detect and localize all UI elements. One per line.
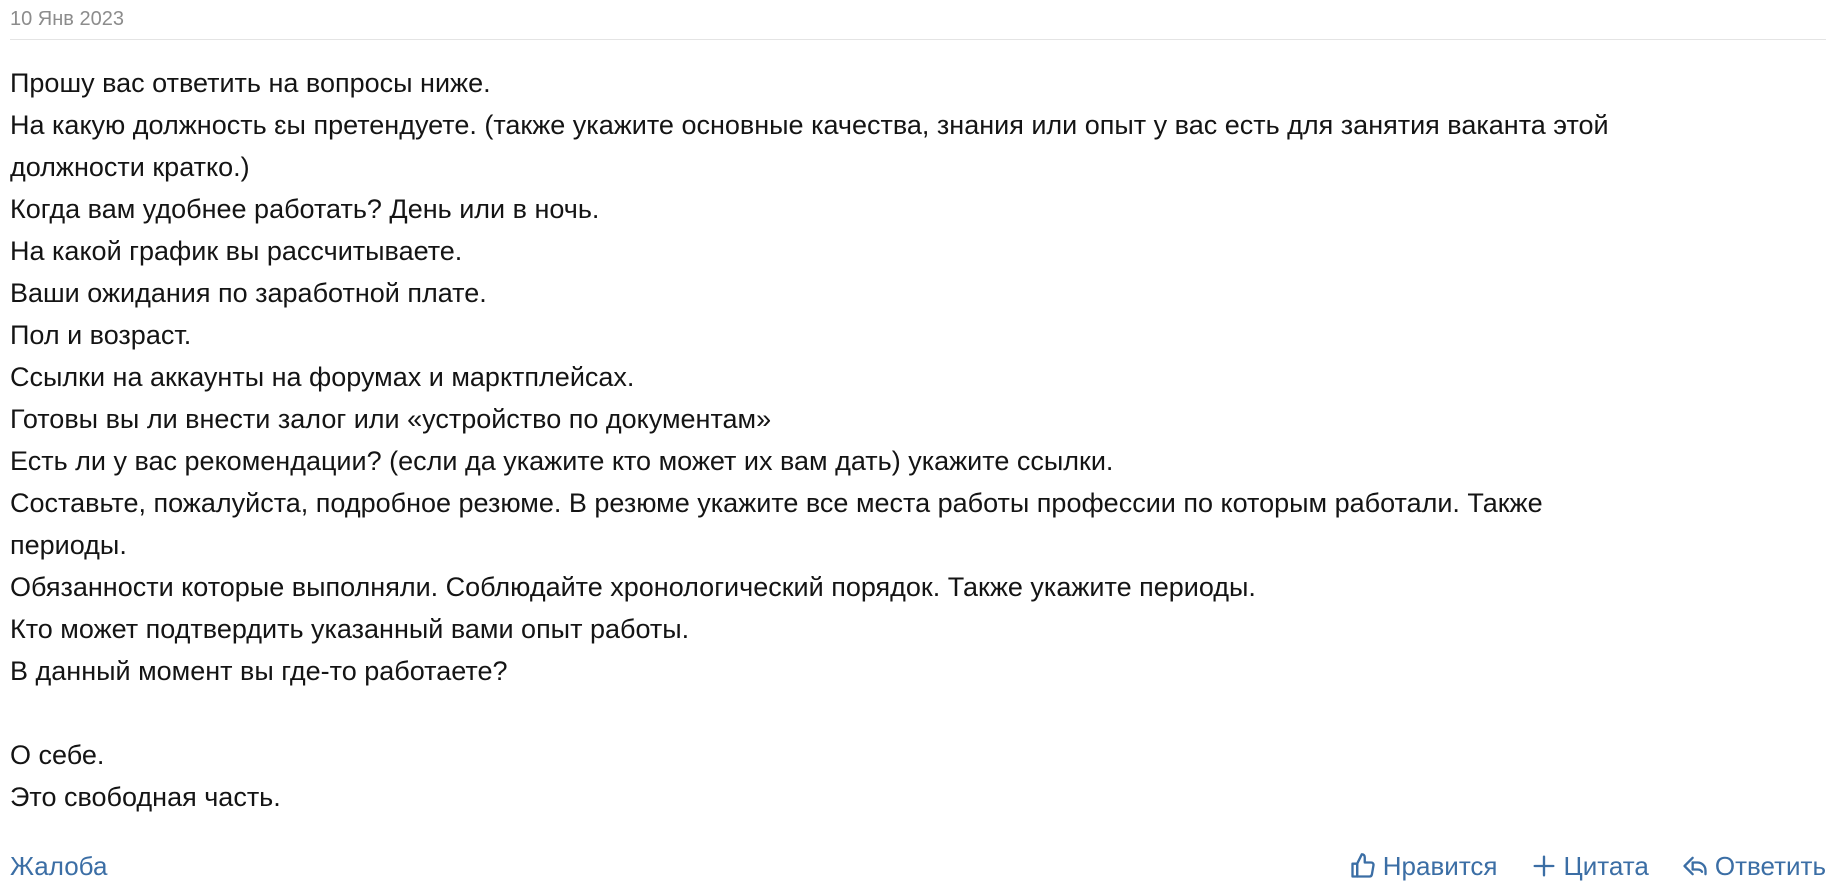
forum-post <box>10 0 1826 881</box>
post-line: Пол и возраст. <box>10 320 192 350</box>
post-line: Готовы вы ли внести залог или «устройство по документам» <box>10 404 772 434</box>
reply-button[interactable] <box>1681 851 1826 882</box>
report-link[interactable]: Жалоба <box>10 850 108 881</box>
post-line: Есть ли у вас рекомендации? (если да укажите кто может их вам дать) укажите ссылки. <box>10 446 1114 476</box>
post-line: периоды. <box>10 530 127 560</box>
like-button[interactable] <box>1349 851 1498 882</box>
quote-button[interactable] <box>1530 851 1649 882</box>
post-line: Составьте, пожалуйста, подробное резюме. В резюме укажите все места работы профессии по которым работали. Также <box>10 488 1543 518</box>
post-line: Когда вам удобнее работать? День или в ночь. <box>10 194 600 224</box>
quote-label: Цитата <box>1563 850 1649 881</box>
post-line: О себе. <box>10 740 105 770</box>
post-line: Ссылки на аккаунты на форумах и марктплейсах. <box>10 362 635 392</box>
plus-icon <box>1530 852 1558 880</box>
like-label: Нравится <box>1382 850 1498 881</box>
post-line: Это свободная часть. <box>10 782 281 812</box>
thumbs-up-icon <box>1349 852 1377 880</box>
post-line: На какую должность ɛы претендуете. (также укажите основные качества, знания или опыт у вас есть для занятия ваканта этой <box>10 110 1609 140</box>
reply-icon <box>1681 852 1709 880</box>
post-line: Ваши ожидания по заработной плате. <box>10 278 487 308</box>
reply-label: Ответить <box>1714 850 1826 881</box>
post-line: На какой график вы рассчитываете. <box>10 236 463 266</box>
blank-line <box>10 692 1826 734</box>
post-line: Кто может подтвердить указанный вами опыт работы. <box>10 614 690 644</box>
post-line: Прошу вас ответить на вопросы ниже. <box>10 68 491 98</box>
post-line: Обязанности которые выполняли. Соблюдайте хронологический порядок. Также укажите периоды. <box>10 572 1256 602</box>
post-date: 10 Янв 2023 <box>10 0 1826 40</box>
post-line: В данный момент вы где-то работаете? <box>10 656 508 686</box>
post-body <box>10 40 1826 818</box>
post-footer <box>10 842 1826 890</box>
post-line: должности кратко.) <box>10 152 250 182</box>
